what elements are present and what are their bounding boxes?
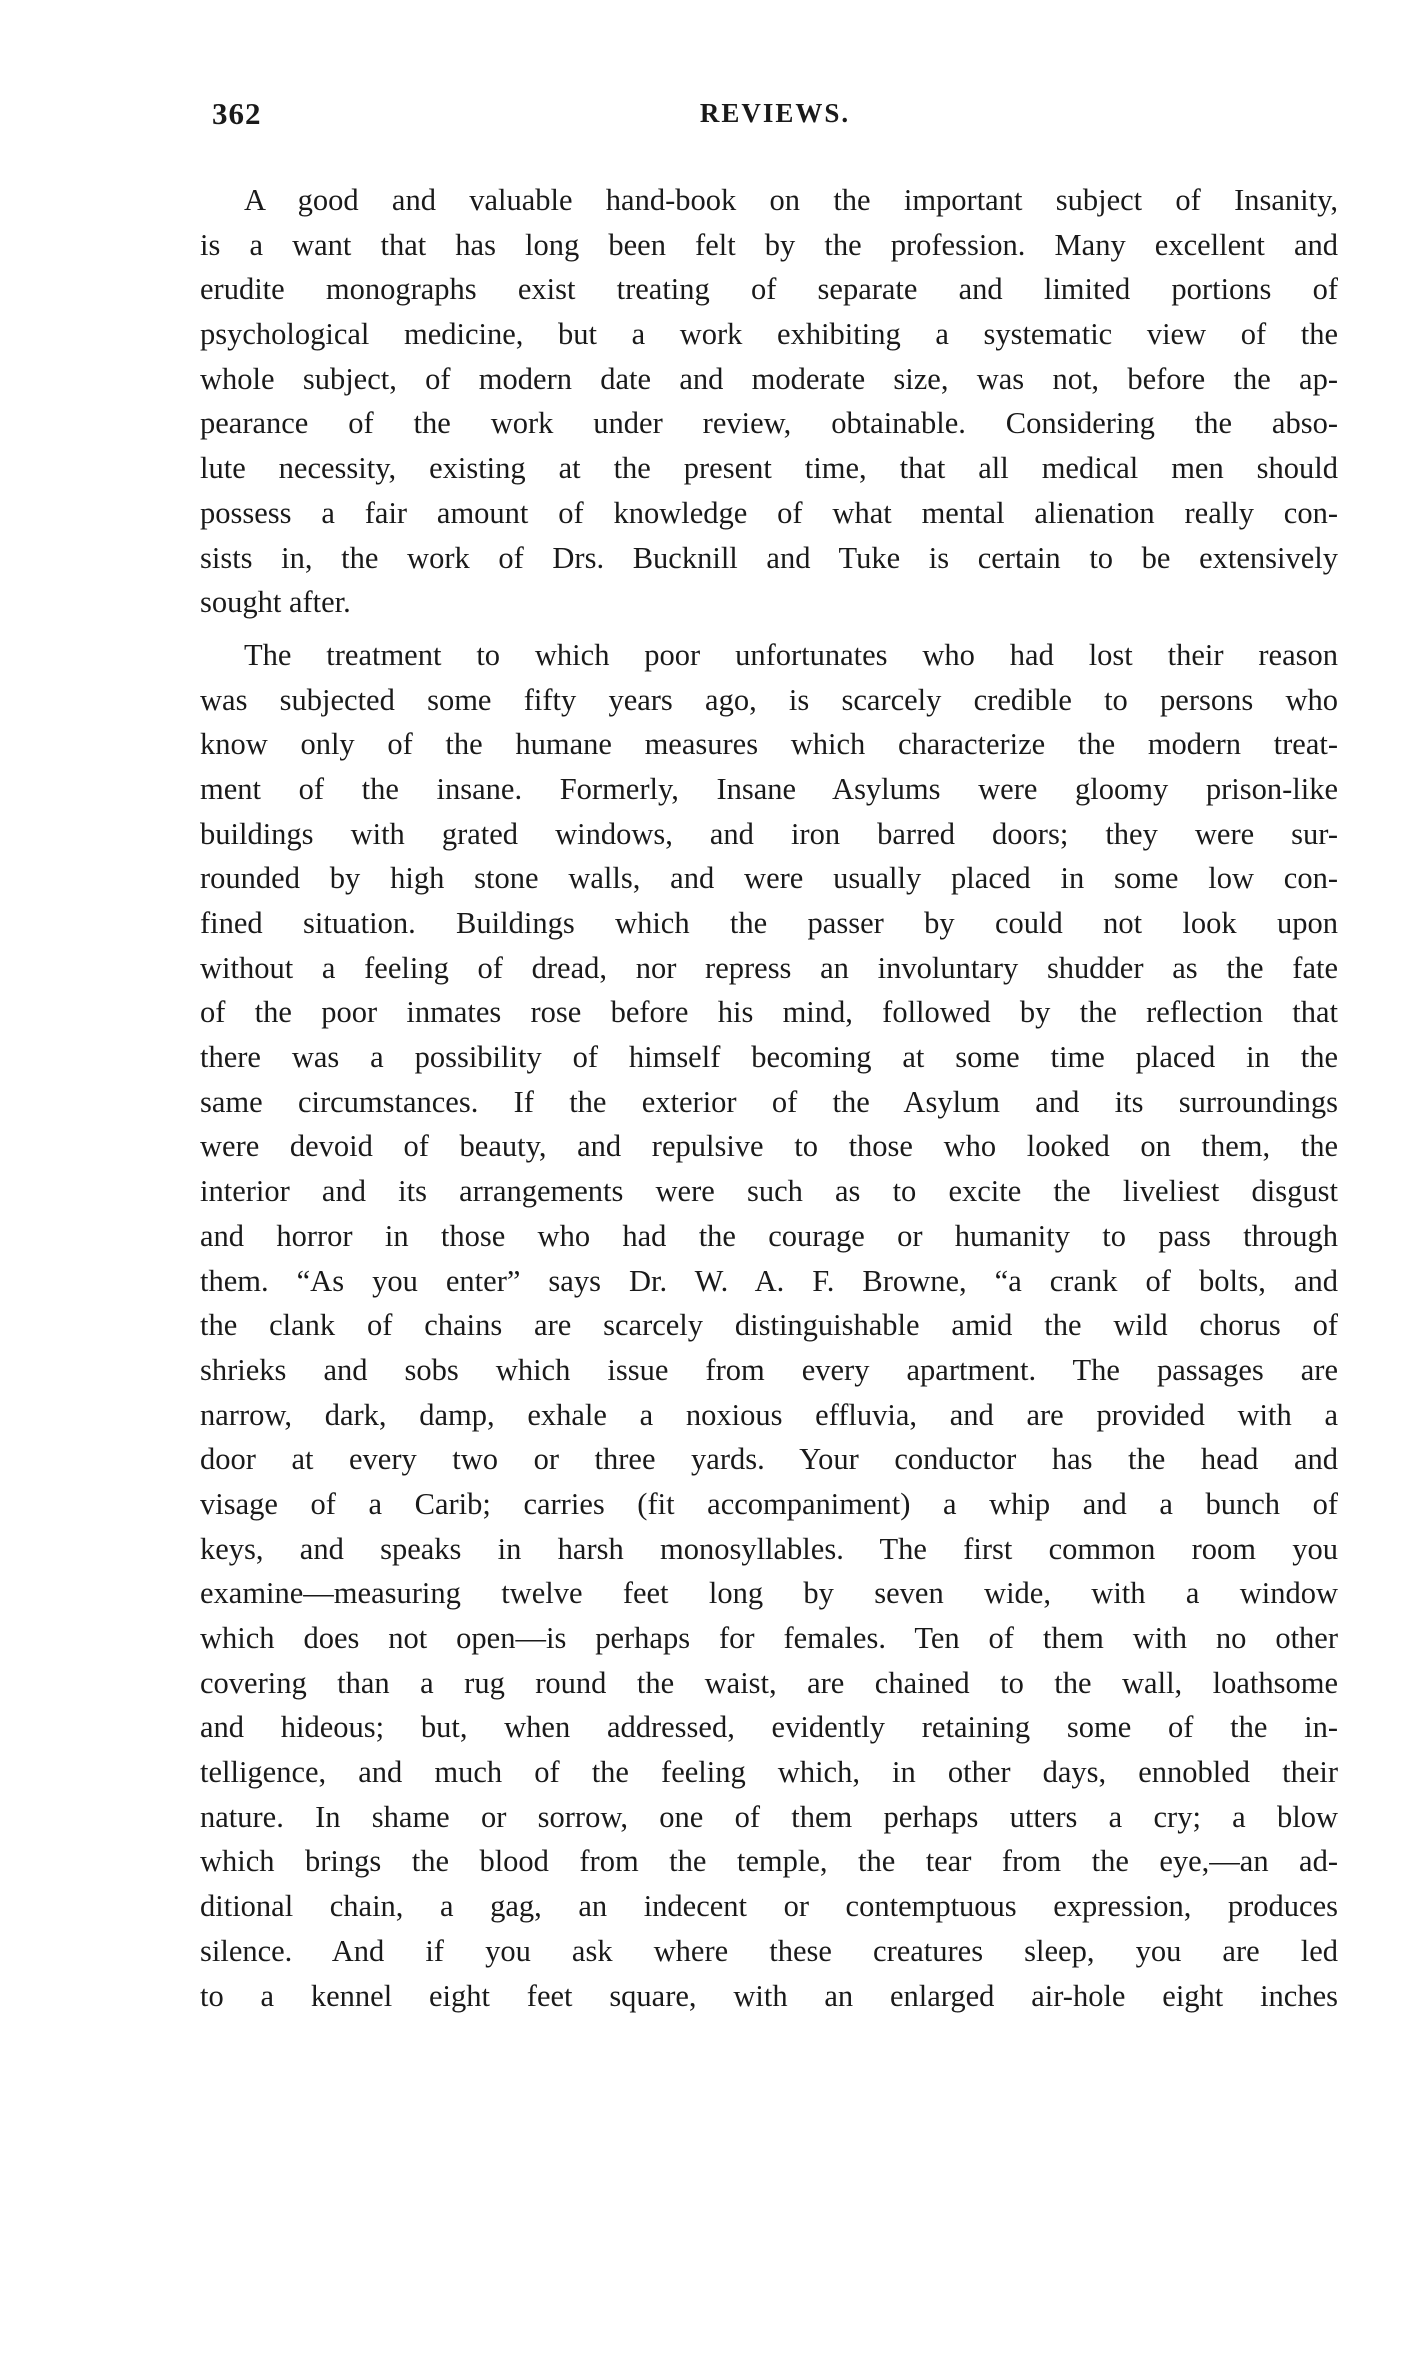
text-line: telligence, and much of the feeling which, in other days, ennobled their — [200, 1755, 1338, 1790]
text-line: which does not open—is perhaps for females. Ten of them with no other — [200, 1621, 1338, 1655]
text-line: erudite monographs exist treating of separate and limited portions of — [200, 272, 1338, 307]
text-line: there was a possibility of himself becoming at some time placed in the — [200, 1040, 1338, 1075]
text-line: ment of the insane. Formerly, Insane Asylums were gloomy prison-like — [200, 771, 1338, 806]
text-line: whole subject, of modern date and moderate size, was not, before the ap- — [200, 361, 1338, 396]
running-head — [212, 96, 1338, 136]
text-line: know only of the humane measures which characterize the modern treat- — [200, 727, 1338, 762]
text-line: narrow, dark, damp, exhale a noxious effluvia, and are provided with a — [200, 1397, 1338, 1432]
text-line: door at every two or three yards. Your conductor has the head and — [200, 1442, 1338, 1477]
text-line: rounded by high stone walls, and were usually placed in some low con- — [200, 861, 1338, 896]
text-line: to a kennel eight feet square, with an enlarged air-hole eight inches — [200, 1978, 1338, 2013]
text-line: lute necessity, existing at the present time, that all medical men should — [200, 451, 1338, 486]
text-line: examine—measuring twelve feet long by seven wide, with a window — [200, 1576, 1338, 1611]
text-line: fined situation. Buildings which the passer by could not look upon — [200, 906, 1338, 940]
text-line: sought after. — [200, 585, 351, 620]
text-line: which brings the blood from the temple, the tear from the eye,—an ad- — [200, 1844, 1338, 1879]
text-line: shrieks and sobs which issue from every apartment. The passages are — [200, 1352, 1338, 1387]
text-line: and hideous; but, when addressed, evidently retaining some of the in- — [200, 1710, 1338, 1745]
text-line: possess a fair amount of knowledge of what mental alienation really con- — [200, 495, 1338, 530]
body-text — [200, 178, 1338, 2018]
section-title: REVIEWS. — [699, 98, 851, 128]
text-line: silence. And if you ask where these creatures sleep, you are led — [200, 1933, 1338, 1968]
text-line: is a want that has long been felt by the profession. Many excellent and — [200, 227, 1338, 262]
text-line: keys, and speaks in harsh monosyllables. The first common room you — [200, 1531, 1338, 1566]
text-line: buildings with grated windows, and iron barred doors; they were sur- — [200, 816, 1338, 851]
text-line: nature. In shame or sorrow, one of them perhaps utters a cry; a blow — [200, 1799, 1338, 1834]
text-line: interior and its arrangements were such as to excite the liveliest disgust — [200, 1174, 1338, 1209]
text-line: of the poor inmates rose before his mind, followed by the reflection that — [200, 995, 1338, 1030]
text-line: The treatment to which poor unfortunates who had lost their reason — [244, 637, 1338, 672]
text-line: them. “As you enter” says Dr. W. A. F. Browne, “a crank of bolts, and — [200, 1263, 1338, 1298]
text-line: visage of a Carib; carries (fit accompaniment) a whip and a bunch of — [200, 1486, 1338, 1521]
page-number: 362 — [212, 96, 262, 131]
text-line: was subjected some fifty years ago, is scarcely credible to persons who — [200, 682, 1338, 717]
text-line: the clank of chains are scarcely distinguishable amid the wild chorus of — [200, 1308, 1338, 1343]
text-line: ditional chain, a gag, an indecent or contemptuous expression, produces — [200, 1889, 1338, 1924]
text-line: same circumstances. If the exterior of the Asylum and its surroundings — [200, 1084, 1338, 1119]
text-line: A good and valuable hand-book on the important subject of Insanity, — [244, 183, 1338, 217]
text-line: psychological medicine, but a work exhibiting a systematic view of the — [200, 317, 1338, 352]
text-line: pearance of the work under review, obtainable. Considering the abso- — [200, 406, 1338, 441]
text-line: and horror in those who had the courage or humanity to pass through — [200, 1218, 1338, 1253]
text-line: covering than a rug round the waist, are chained to the wall, loathsome — [200, 1665, 1338, 1700]
text-line: sists in, the work of Drs. Bucknill and Tuke is certain to be extensively — [200, 540, 1338, 575]
text-line: were devoid of beauty, and repulsive to those who looked on them, the — [200, 1129, 1338, 1164]
text-line: without a feeling of dread, nor repress an involuntary shudder as the fate — [200, 950, 1338, 985]
